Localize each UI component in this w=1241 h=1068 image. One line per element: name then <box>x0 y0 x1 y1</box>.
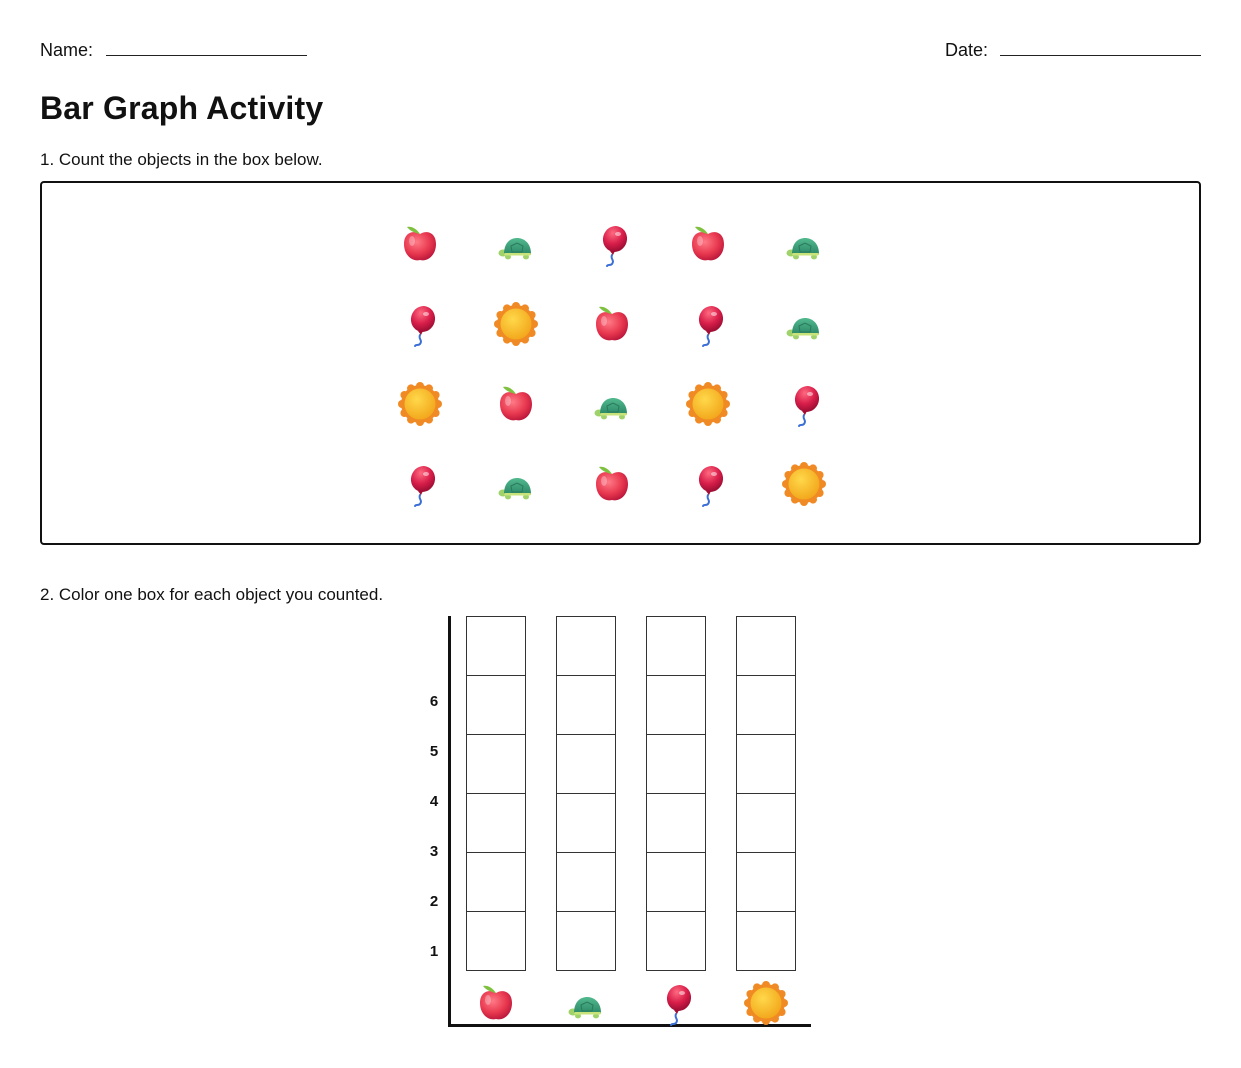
instruction-2: 2. Color one box for each object you counted. <box>40 585 384 604</box>
y-tick-label: 6 <box>429 693 439 710</box>
x-label-balloon-icon <box>654 981 698 1025</box>
graph-cell[interactable] <box>466 852 526 912</box>
graph-cell[interactable] <box>556 911 616 971</box>
y-tick-label: 5 <box>429 743 439 760</box>
graph-cell[interactable] <box>736 911 796 971</box>
date-label: Date: <box>945 40 989 60</box>
apple-icon <box>590 302 634 346</box>
balloon-icon <box>590 222 634 266</box>
graph-cell[interactable] <box>646 675 706 735</box>
balloon-icon <box>686 462 730 506</box>
graph-cell[interactable] <box>466 616 526 676</box>
graph-cell[interactable] <box>556 852 616 912</box>
graph-cell[interactable] <box>556 793 616 853</box>
graph-cell[interactable] <box>466 734 526 794</box>
name-label: Name: <box>40 40 94 60</box>
graph-cell[interactable] <box>646 793 706 853</box>
graph-cell[interactable] <box>556 734 616 794</box>
apple-icon <box>494 382 538 426</box>
graph-cell[interactable] <box>736 616 796 676</box>
instruction-1: 1. Count the objects in the box below. <box>40 150 323 169</box>
balloon-icon <box>686 302 730 346</box>
graph-cell[interactable] <box>646 734 706 794</box>
y-tick-label: 4 <box>429 793 439 810</box>
sun-icon <box>494 302 538 346</box>
graph-cell[interactable] <box>646 852 706 912</box>
x-label-turtle-icon <box>564 981 608 1025</box>
graph-cell[interactable] <box>646 616 706 676</box>
turtle-icon <box>494 462 538 506</box>
date-field[interactable] <box>1000 55 1201 56</box>
page-title: Bar Graph Activity <box>40 90 324 126</box>
balloon-icon <box>398 302 442 346</box>
y-axis <box>448 616 451 1027</box>
y-tick-label: 2 <box>429 893 439 910</box>
graph-cell[interactable] <box>466 793 526 853</box>
x-label-apple-icon <box>474 981 518 1025</box>
apple-icon <box>590 462 634 506</box>
graph-cell[interactable] <box>466 675 526 735</box>
sun-icon <box>782 462 826 506</box>
x-label-sun-icon <box>744 981 788 1025</box>
y-tick-label: 1 <box>429 943 439 960</box>
turtle-icon <box>494 222 538 266</box>
apple-icon <box>686 222 730 266</box>
graph-cell[interactable] <box>466 911 526 971</box>
sun-icon <box>398 382 442 426</box>
graph-cell[interactable] <box>556 675 616 735</box>
graph-cell[interactable] <box>556 616 616 676</box>
sun-icon <box>686 382 730 426</box>
turtle-icon <box>782 222 826 266</box>
graph-cell[interactable] <box>646 911 706 971</box>
turtle-icon <box>590 382 634 426</box>
graph-cell[interactable] <box>736 793 796 853</box>
apple-icon <box>398 222 442 266</box>
graph-cell[interactable] <box>736 675 796 735</box>
name-field[interactable] <box>106 55 307 56</box>
balloon-icon <box>782 382 826 426</box>
balloon-icon <box>398 462 442 506</box>
graph-cell[interactable] <box>736 734 796 794</box>
y-tick-label: 3 <box>429 843 439 860</box>
graph-cell[interactable] <box>736 852 796 912</box>
turtle-icon <box>782 302 826 346</box>
